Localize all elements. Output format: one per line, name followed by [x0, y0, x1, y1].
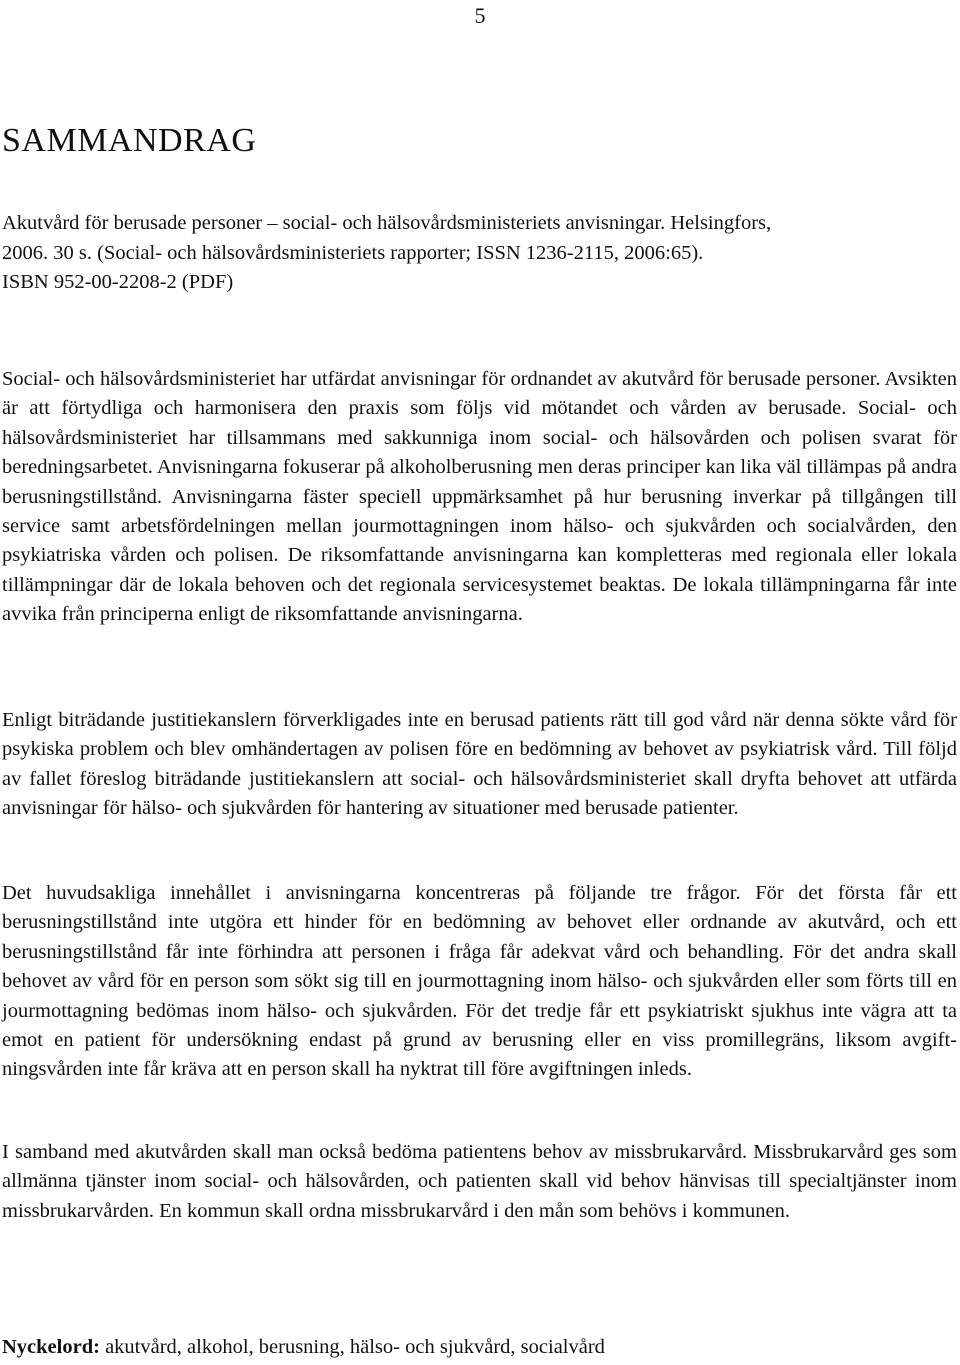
body-paragraph: Enligt biträdande justitiekanslern förverkligades inte en berusad patients rätt till god vård när denna sökte vård för psykiska problem och blev omhändertagen av polisen före en bedömning av behovet av psykiatrisk vård. Till följd av fallet föreslog biträdande justitiekanslern att social- och hälsovårdsministeriet skall dryfta behovet att utfärda anvisningar för hälso- och sjukvården för hantering av situationer med berusade patienter. [2, 709, 957, 820]
citation-line: Akutvård för berusade personer – social- och hälsovårdsministeriets anvisningar. Helsingfors, [2, 212, 772, 234]
body-paragraph-4-container [2, 1138, 957, 1226]
body-paragraph: I samband med akutvården skall man också bedöma patientens behov av missbrukarvård. Missbrukarvård ges som allmänna tjänster inom social- och hälsovården, och patienten skall vid behov hänvisas till specialtjänster inom missbrukarvården. En kommun skall ordna missbrukarvård i den mån som behövs i kommunen. [2, 1141, 957, 1222]
page-number: 5 [474, 3, 486, 28]
keywords-line [2, 1333, 605, 1361]
keywords-text: akutvård, alkohol, berusning, hälso- och sjukvård, socialvård [105, 1336, 605, 1358]
body-paragraph-1-container [2, 365, 957, 630]
page-title: SAMMANDRAG [2, 122, 257, 159]
citation-line: ISBN 952-00-2208-2 (PDF) [2, 271, 234, 293]
body-paragraph-3-container [2, 879, 957, 1085]
body-paragraph: Det huvudsakliga innehållet i anvisningarna koncentreras på följande tre frågor. För det första får ett berusningstillstånd inte utgöra ett hinder för en bedömning av behovet eller ordnande av akutvård, och ett berusningstillstånd får inte förhindra att personen i fråga får adekvat vård och behandling. För det andra skall behovet av vård för en person som sökt sig till en jourmottagning inom hälso- och sjukvården eller som förts till en jourmottagning bedömas inom hälso- och sjukvården. För det tredje får ett psykiatriskt sjukhus inte vägra att ta emot en patient för undersökning endast på grund av berusning eller en viss promillegräns, liksom avgiftningsvården inte får kräva att en person skall ha nyktrat till före avgiftningen inleds. [2, 882, 957, 1081]
citation-block [2, 209, 952, 298]
keywords-label: Nyckelord: [2, 1336, 100, 1358]
body-paragraph-2-container [2, 706, 957, 824]
body-paragraph: Social- och hälsovårdsministeriet har utfärdat anvisningar för ordnandet av akutvård för berusade personer. Avsikten är att förtydliga och harmonisera den praxis som följs vid mötandet och vården av berusade. Social- och hälsovårdsministeriet har tillsammans med sakkunniga inom social- och hälsovården och polisen svarat för beredningsarbetet. Anvisningarna fokuserar på alkoholberusning men deras principer kan lika väl tillämpas på andra berusningstillstånd. Anvisningarna fäster speciell uppmärksamhet på hur berusning inverkar på tillgången till service samt arbetsfördelningen mellan jourmottagningen inom hälso- och sjukvården och socialvården, den psykiatriska vården och polisen. De riksomfattande anvisningarna kan kompletteras med regionala eller lokala tillämpningar där de lokala behoven och det regionala servicesystemet beaktas. De lokala tillämpningarna får inte avvika från principerna enligt de riksomfattande anvisningarna. [2, 368, 957, 626]
citation-line: 2006. 30 s. (Social- och hälsovårdsministeriets rapporter; ISSN 1236-2115, 2006:65). [2, 241, 704, 264]
